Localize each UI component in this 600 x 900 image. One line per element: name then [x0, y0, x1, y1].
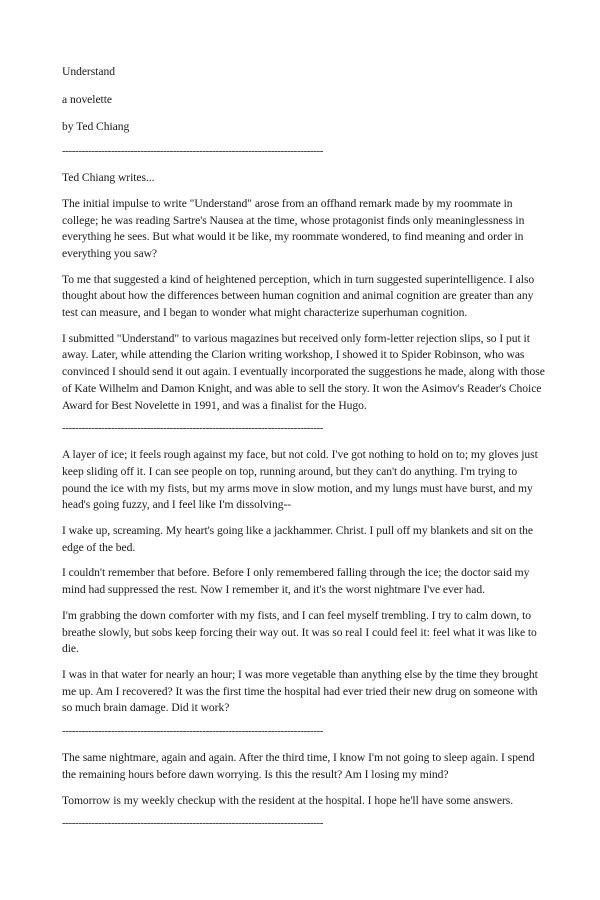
intro-paragraph: The initial impulse to write "Understand" arose from an offhand remark made by my roommate in college; he was reading Sartre's Nausea at the time, whose protagonist finds only meaninglessness in everything he sees. But what would it be like, my roommate wondered, to find meaning and order in everything you saw?	[62, 196, 525, 260]
story-paragraph: A layer of ice; it feels rough against my face, but not cold. I've got nothing to hold on to; my gloves just keep sliding off it. I can see people on top, running around, but they can't do anything. I'm trying to pound the ice with my fists, but my arms move in slow motion, and my lungs must have burst, and my head's going fuzzy, and I feel like I'm dissolving--	[62, 448, 538, 512]
story-paragraph: I wake up, screaming. My heart's going like a jackhammer. Christ. I pull off my blankets and sit on the edge of the bed.	[62, 524, 533, 554]
intro-paragraph: I submitted "Understand" to various magazines but received only form-letter rejection slips, so I put it away. Later, while attending the Clarion writing workshop, I showed it to Spider Robinson, who was convinced I should send it out again. I eventually incorporated the suggestions he made, along with those of Kate Wilhelm and Damon Knight, and was able to sell the story. It won the Asimov's Reader's Choice Award for Best Novelette in 1991, and was a finalist for the Hugo.	[62, 331, 545, 412]
story-subtitle: a novelette	[62, 92, 112, 106]
story-paragraph: The same nightmare, again and again. After the third time, I know I'm not going to sleep again. I spend the remaining hours before dawn worrying. Is this the result? Am I losing my mind?	[62, 751, 535, 781]
section-divider: --------------------------------------------------------------------------------	[62, 725, 324, 738]
intro-heading: Ted Chiang writes...	[62, 171, 155, 185]
story-title: Understand	[62, 65, 115, 78]
section-divider: --------------------------------------------------------------------------------	[62, 422, 324, 435]
story-paragraph: I couldn't remember that before. Before I only remembered falling through the ice; the doctor said my mind had suppressed the rest. Now I remember it, and it's the worst nightmare I've ever had.	[62, 566, 530, 597]
section-divider: --------------------------------------------------------------------------------	[62, 145, 324, 158]
intro-paragraph: To me that suggested a kind of heightened perception, which in turn suggested superintelligence. I also thought about how the differences between human cognition and animal cognition are greater than any test can measure, and I began to wonder what might characterize superhuman cognition.	[62, 272, 535, 320]
story-paragraph: I'm grabbing the down comforter with my fists, and I can feel myself trembling. I try to calm down, to breathe slowly, but sobs keep forcing their way out. It was so real I could feel it: feel what it was like to die.	[62, 608, 537, 656]
story-paragraph: I was in that water for nearly an hour; I was more vegetable than anything else by the time they brought me up. Am I recovered? It was the first time the hospital had ever tried their new drug on someone with so much brain damage. Did it work?	[62, 667, 538, 715]
story-byline: by Ted Chiang	[62, 120, 130, 134]
story-paragraph: Tomorrow is my weekly checkup with the resident at the hospital. I hope he'll have some answers.	[62, 793, 514, 807]
section-divider: --------------------------------------------------------------------------------	[62, 817, 324, 830]
